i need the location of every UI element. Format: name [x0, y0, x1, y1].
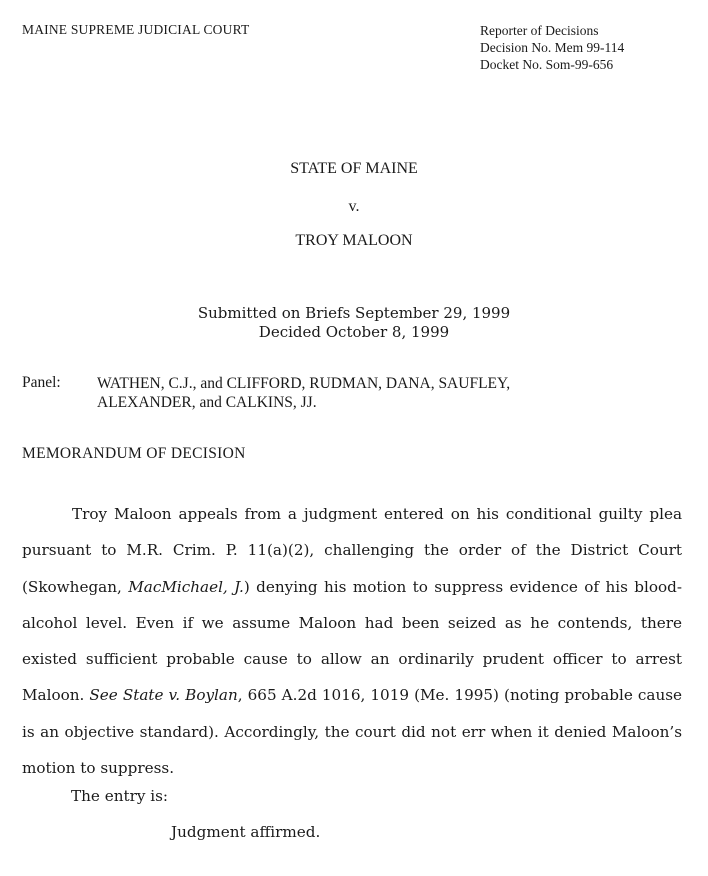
reporter-block	[480, 22, 624, 73]
decided-date: Decided October 8, 1999	[258, 323, 450, 341]
body-segment-1: Troy Maloon appeals from a judgment entered on his conditional guilty plea pursuant to M.R. Crim. P. 11(a)(2), challenging the order of the District Court (Skowhegan,	[22, 505, 682, 596]
body-segment-3: , 665 A.2d 1016, 1019 (Me. 1995) (noting probable cause is an objective standard). Accordingly, the court did not err when it denied Maloon’s motion to suppress.	[22, 686, 683, 778]
panel-line-1: WATHEN, C.J., and CLIFFORD, RUDMAN, DANA, SAUFLEY,	[97, 375, 511, 392]
panel-label: Panel:	[22, 374, 61, 391]
memorandum-title: MEMORANDUM OF DECISION	[22, 445, 246, 462]
reporter-line: Reporter of Decisions	[480, 23, 599, 38]
decision-number: Decision No. Mem 99-114	[480, 40, 625, 55]
entry-label: The entry is:	[71, 787, 169, 805]
court-name: MAINE SUPREME JUDICIAL COURT	[22, 22, 250, 37]
body-segment-2: ) denying his motion to suppress evidence of his blood-alcohol level. Even if we assume Maloon had been seized as he contends, there existed sufficient probable cause to allow an ordinarily prudent officer to arrest Maloon.	[22, 577, 682, 705]
caption-defendant: TROY MALOON	[295, 232, 413, 249]
submitted-date: Submitted on Briefs September 29, 1999	[197, 304, 511, 322]
judge-name: MacMichael, J.	[128, 577, 244, 596]
caption-plaintiff: STATE OF MAINE	[290, 160, 418, 177]
docket-number: Docket No. Som-99-656	[480, 57, 614, 72]
case-citation: See State v. Boylan	[89, 686, 238, 705]
judgment-text: Judgment affirmed.	[171, 823, 321, 841]
decision-body	[22, 496, 682, 786]
decision-paragraph	[22, 496, 682, 786]
panel-line-2: ALEXANDER, and CALKINS, JJ.	[97, 394, 317, 411]
panel-justices	[97, 374, 657, 412]
caption-versus: v.	[348, 198, 360, 215]
